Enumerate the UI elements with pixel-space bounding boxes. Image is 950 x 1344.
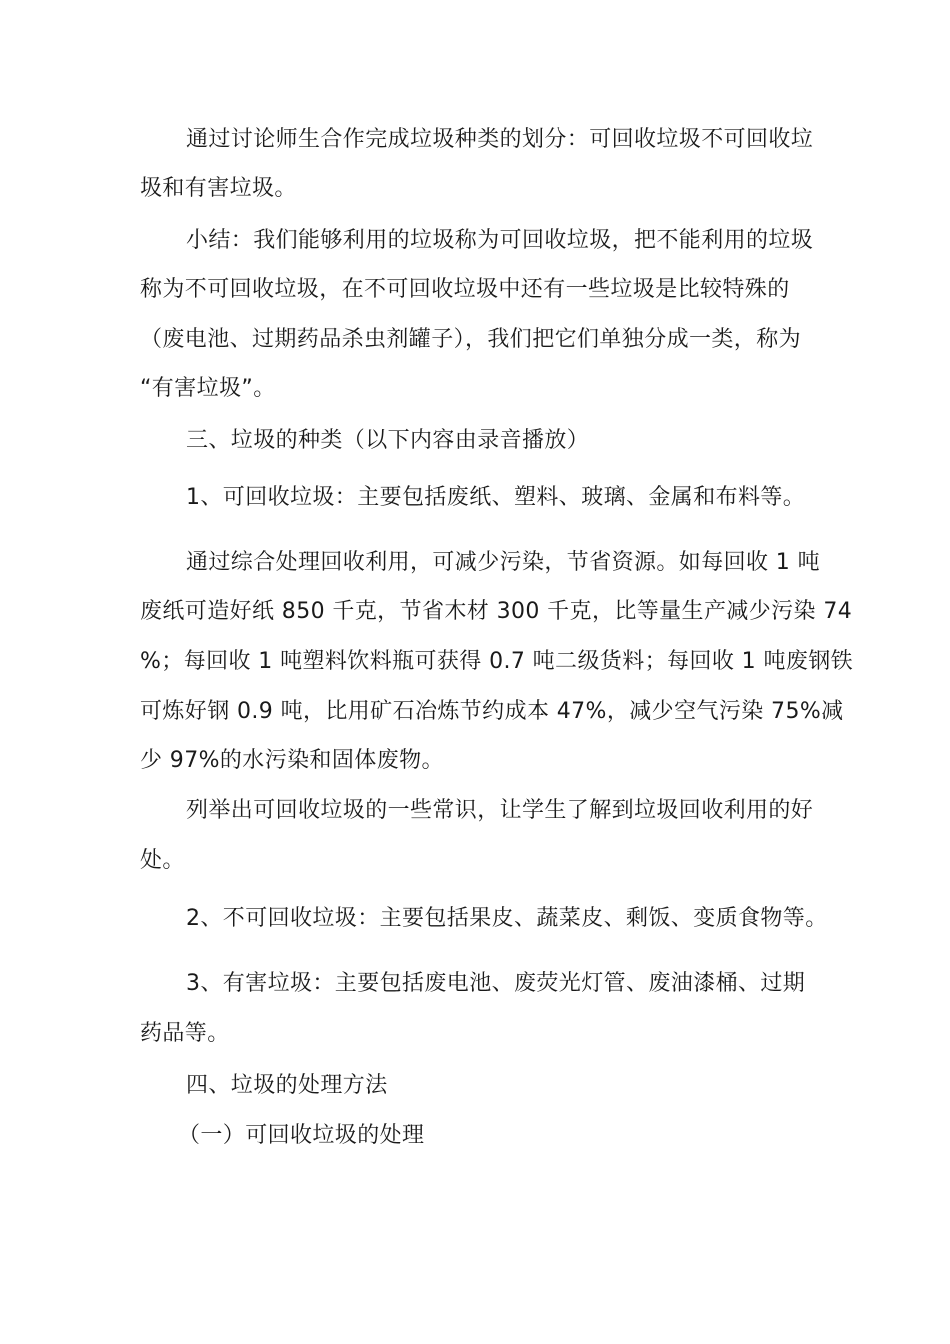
- paragraph-line: 处。: [140, 848, 185, 873]
- paragraph-line: 列举出可回收垃圾的一些常识，让学生了解到垃圾回收利用的好: [186, 798, 814, 823]
- paragraph-line: 称为不可回收垃圾，在不可回收垃圾中还有一些垃圾是比较特殊的: [140, 277, 790, 302]
- paragraph-line: 少 97%的水污染和固体废物。: [140, 748, 444, 773]
- list-item: 2、不可回收垃圾：主要包括果皮、蔬菜皮、剩饭、变质食物等。: [186, 906, 828, 931]
- paragraph-line: 通过讨论师生合作完成垃圾种类的划分：可回收垃圾不可回收垃: [186, 127, 814, 152]
- subsection-heading: （一）可回收垃圾的处理: [178, 1123, 425, 1148]
- list-item: 1、可回收垃圾：主要包括废纸、塑料、玻璃、金属和布料等。: [186, 485, 806, 510]
- section-heading: 三、垃圾的种类（以下内容由录音播放）: [186, 428, 590, 453]
- section-heading: 四、垃圾的处理方法: [186, 1073, 388, 1098]
- list-item: 3、有害垃圾：主要包括废电池、废荧光灯管、废油漆桶、过期: [186, 971, 806, 996]
- paragraph-line: 圾和有害垃圾。: [140, 176, 297, 201]
- paragraph-line: %；每回收 1 吨塑料饮料瓶可获得 0.7 吨二级货料；每回收 1 吨废钢铁: [140, 649, 854, 674]
- paragraph-line: 通过综合处理回收利用，可减少污染，节省资源。如每回收 1 吨: [186, 550, 820, 575]
- paragraph-line: 药品等。: [140, 1021, 230, 1046]
- paragraph-line: （废电池、过期药品杀虫剂罐子），我们把它们单独分成一类，称为: [140, 327, 802, 352]
- paragraph-line: 可炼好钢 0.9 吨，比用矿石冶炼节约成本 47%，减少空气污染 75%减: [140, 699, 844, 724]
- paragraph-line: 小结：我们能够利用的垃圾称为可回收垃圾，把不能利用的垃圾: [186, 228, 814, 253]
- paragraph-line: “有害垃圾”。: [140, 376, 276, 401]
- paragraph-line: 废纸可造好纸 850 千克，节省木材 300 千克，比等量生产减少污染 74: [140, 599, 853, 624]
